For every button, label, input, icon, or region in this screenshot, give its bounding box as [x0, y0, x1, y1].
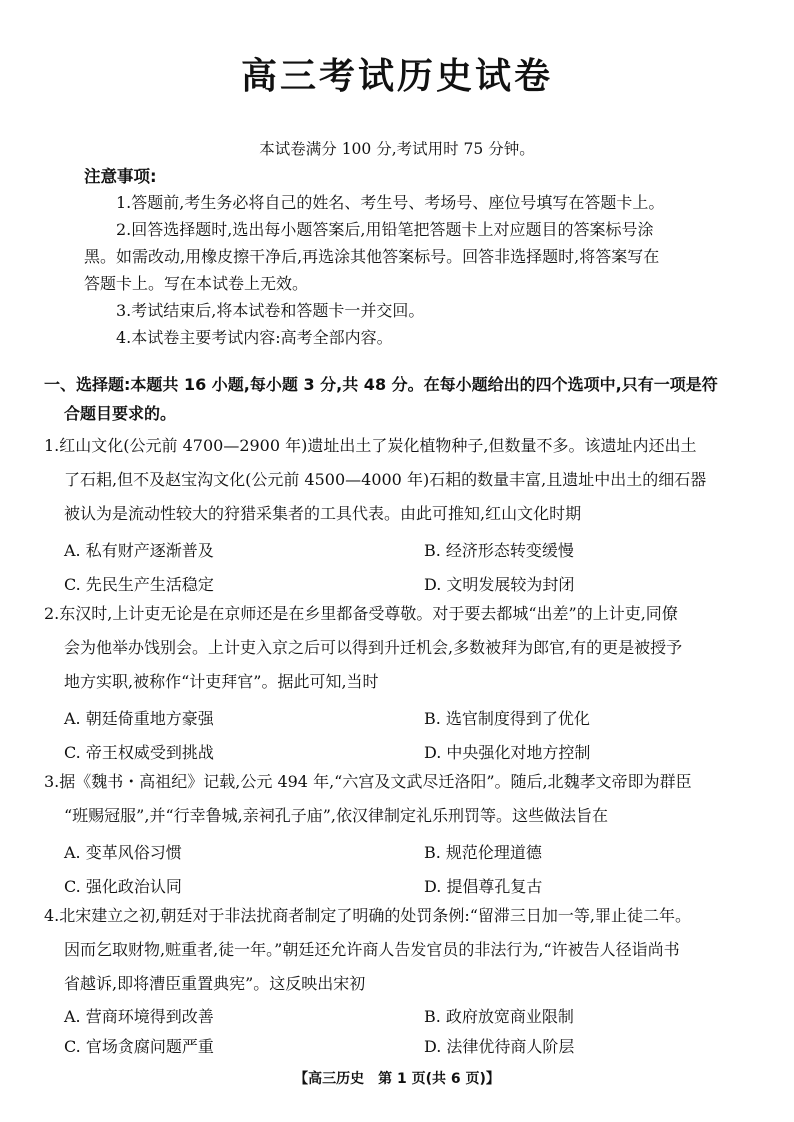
- note-line: 4.本试卷主要考试内容:高考全部内容。: [116, 328, 393, 347]
- note-line: 1.答题前,考生务必将自己的姓名、考生号、考场号、座位号填写在答题卡上。: [116, 193, 665, 212]
- question-text: 会为他举办饯别会。上计吏入京之后可以得到升迁机会,多数被拜为郎官,有的更是被授予: [64, 638, 683, 657]
- option-d: D. 中央强化对地方控制: [424, 743, 591, 762]
- section-heading: 合题目要求的。: [64, 404, 177, 423]
- question-text: 省越诉,即将漕臣重置典宪”。这反映出宋初: [64, 974, 366, 993]
- page-footer: 【高三历史 第 1 页(共 6 页)】: [294, 1071, 500, 1087]
- option-a: A. 朝廷倚重地方豪强: [64, 709, 214, 728]
- option-b: B. 经济形态转变缓慢: [424, 541, 574, 560]
- option-b: B. 选官制度得到了优化: [424, 709, 590, 728]
- option-a: A. 营商环境得到改善: [64, 1007, 214, 1026]
- note-line: 答题卡上。写在本试卷上无效。: [84, 274, 309, 293]
- question-text: 2.东汉时,上计吏无论是在京师还是在乡里都备受尊敬。对于要去都城“出差”的上计吏,同僚: [44, 604, 678, 623]
- question-text: 3.据《魏书・高祖纪》记载,公元 494 年,“六宫及文武尽迁洛阳”。随后,北魏孝文帝即为群臣: [44, 772, 692, 791]
- question-text: 地方实职,被称作“计吏拜官”。据此可知,当时: [64, 672, 379, 691]
- option-c: C. 帝王权威受到挑战: [64, 743, 214, 762]
- page-title: 高三考试历史试卷: [240, 56, 553, 97]
- note-line: 黑。如需改动,用橡皮擦干净后,再选涂其他答案标号。回答非选择题时,将答案写在: [84, 247, 660, 266]
- note-line: 3.考试结束后,将本试卷和答题卡一并交回。: [116, 301, 425, 320]
- option-c: C. 官场贪腐问题严重: [64, 1037, 214, 1056]
- note-line: 2.回答选择题时,选出每小题答案后,用铅笔把答题卡上对应题目的答案标号涂: [116, 220, 654, 239]
- section-heading: 一、选择题:本题共 16 小题,每小题 3 分,共 48 分。在每小题给出的四个选项中,只有一项是符: [44, 375, 718, 394]
- option-b: B. 政府放宽商业限制: [424, 1007, 574, 1026]
- option-d: D. 提倡尊孔复古: [424, 877, 543, 896]
- option-a: A. 私有财产逐渐普及: [64, 541, 214, 560]
- question-text: “班赐冠服”,并“行幸鲁城,亲祠孔子庙”,依汉律制定礼乐刑罚等。这些做法旨在: [64, 806, 608, 825]
- option-d: D. 文明发展较为封闭: [424, 575, 575, 594]
- question-text: 了石耜,但不及赵宝沟文化(公元前 4500—4000 年)石耜的数量丰富,且遗址中出土的细石器: [64, 470, 707, 489]
- option-d: D. 法律优待商人阶层: [424, 1037, 575, 1056]
- option-c: C. 先民生产生活稳定: [64, 575, 214, 594]
- option-b: B. 规范伦理道德: [424, 843, 542, 862]
- question-text: 4.北宋建立之初,朝廷对于非法扰商者制定了明确的处罚条例:“留滞三日加一等,罪止徒二年。: [44, 906, 692, 925]
- question-text: 被认为是流动性较大的狩猎采集者的工具代表。由此可推知,红山文化时期: [64, 504, 582, 523]
- option-a: A. 变革风俗习惯: [64, 843, 182, 862]
- question-text: 因而乞取财物,赃重者,徒一年。”朝廷还允许商人告发官员的非法行为,“许被告人径诣尚书: [64, 940, 680, 959]
- exam-info: 本试卷满分 100 分,考试用时 75 分钟。: [259, 140, 535, 158]
- question-text: 1.红山文化(公元前 4700—2900 年)遗址出土了炭化植物种子,但数量不多。该遗址内还出土: [44, 436, 697, 455]
- option-c: C. 强化政治认同: [64, 877, 182, 896]
- notes-heading: 注意事项:: [84, 167, 157, 186]
